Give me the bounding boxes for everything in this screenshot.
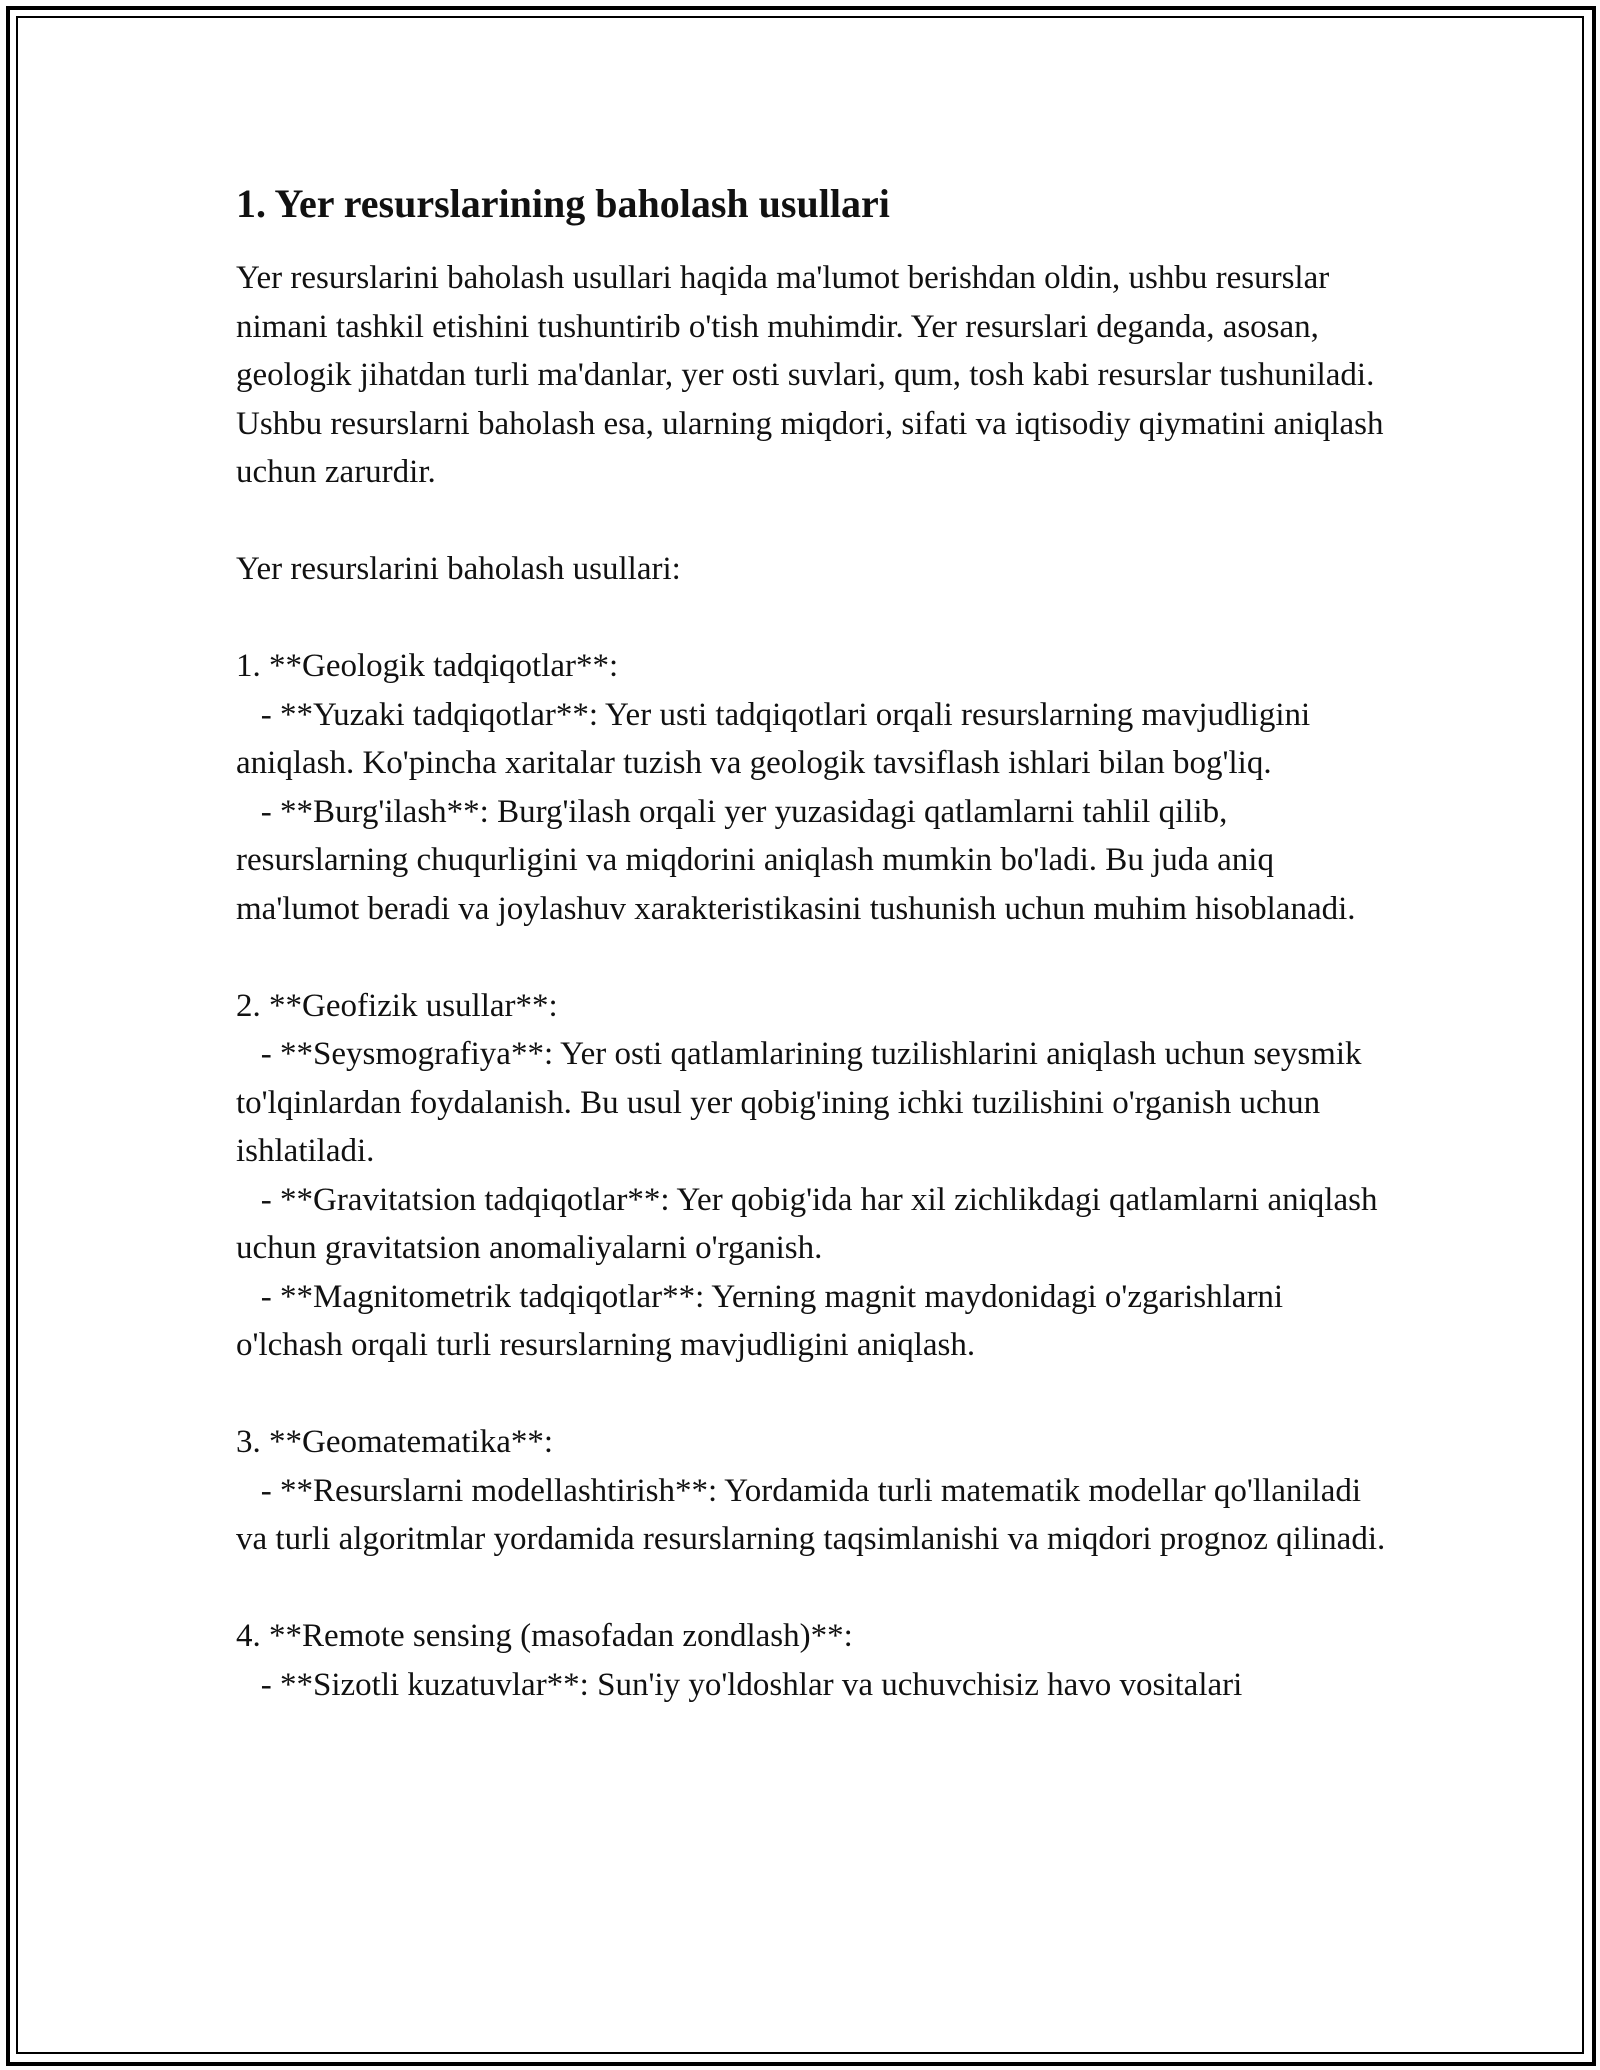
section-heading: 3. **Geomatematika**: bbox=[236, 1424, 554, 1460]
list-item: - **Burg'ilash**: Burg'ilash orqali yer yuzasidagi qatlamlarni tahlil qilib, resurslarning chuqurligini va miqdorini aniqlash mumkin bo'ladi. Bu juda aniq ma'lumot beradi va joylashuv xarakteristikasini tushunish uchun muhim hisoblanadi. bbox=[236, 793, 1356, 927]
intro-paragraph: Yer resurslarini baholash usullari haqida ma'lumot berishdan oldin, ushbu resurslar nimani tashkil etishini tushuntirib o'tish muhimdir. Yer resurslari deganda, asosan, geologik jihatdan turli ma'danlar, yer osti suvlari, qum, tosh kabi resurslar tushuniladi. Ushbu resurslarni baholash esa, ularning miqdori, sifati va iqtisodiy qiymatini aniqlash uchun zarurdir. bbox=[236, 260, 1392, 490]
list-item: - **Yuzaki tadqiqotlar**: Yer usti tadqiqotlari orqali resurslarning mavjudligini aniqlash. Ko'pincha xaritalar tuzish va geologik tavsiflash ishlari bilan bog'liq. bbox=[236, 696, 1319, 781]
section-remote-sensing bbox=[236, 1612, 1386, 1709]
document-body bbox=[236, 180, 1392, 1709]
list-item: - **Resurslarni modellashtirish**: Yordamida turli matematik modellar qo'llaniladi va turli algoritmlar yordamida resurslarning taqsimlanishi va miqdori prognoz qilinadi. bbox=[236, 1472, 1386, 1557]
list-item: - **Magnitometrik tadqiqotlar**: Yerning magnit maydonidagi o'zgarishlarni o'lchash orqali turli resurslarning mavjudligini aniqlash. bbox=[236, 1278, 1292, 1363]
list-item: - **Sizotli kuzatuvlar**: Sun'iy yo'ldoshlar va uchuvchisiz havo vositalari bbox=[236, 1666, 1243, 1703]
section-heading: 1. **Geologik tadqiqotlar**: bbox=[236, 648, 619, 684]
list-item: - **Seysmografiya**: Yer osti qatlamlarining tuzilishlarini aniqlash uchun seysmik to'lqinlardan foydalanish. Bu usul yer qobig'ining ichki tuzilishini o'rganish uchun ishlatiladi. bbox=[236, 1036, 1370, 1169]
section-heading: 4. **Remote sensing (masofadan zondlash)**: bbox=[236, 1618, 853, 1654]
methods-heading: Yer resurslarini baholash usullari: bbox=[236, 551, 681, 587]
section-geofizik bbox=[236, 982, 1386, 1370]
list-item: - **Gravitatsion tadqiqotlar**: Yer qobig'ida har xil zichlikdagi qatlamlarni aniqlash uchun gravitatsion anomaliyalarni o'rganish. bbox=[236, 1181, 1386, 1266]
document-title: 1. Yer resurslarining baholash usullari bbox=[236, 181, 890, 226]
section-geologik bbox=[236, 642, 1386, 933]
section-heading: 2. **Geofizik usullar**: bbox=[236, 987, 558, 1024]
section-geomatematika bbox=[236, 1418, 1386, 1564]
